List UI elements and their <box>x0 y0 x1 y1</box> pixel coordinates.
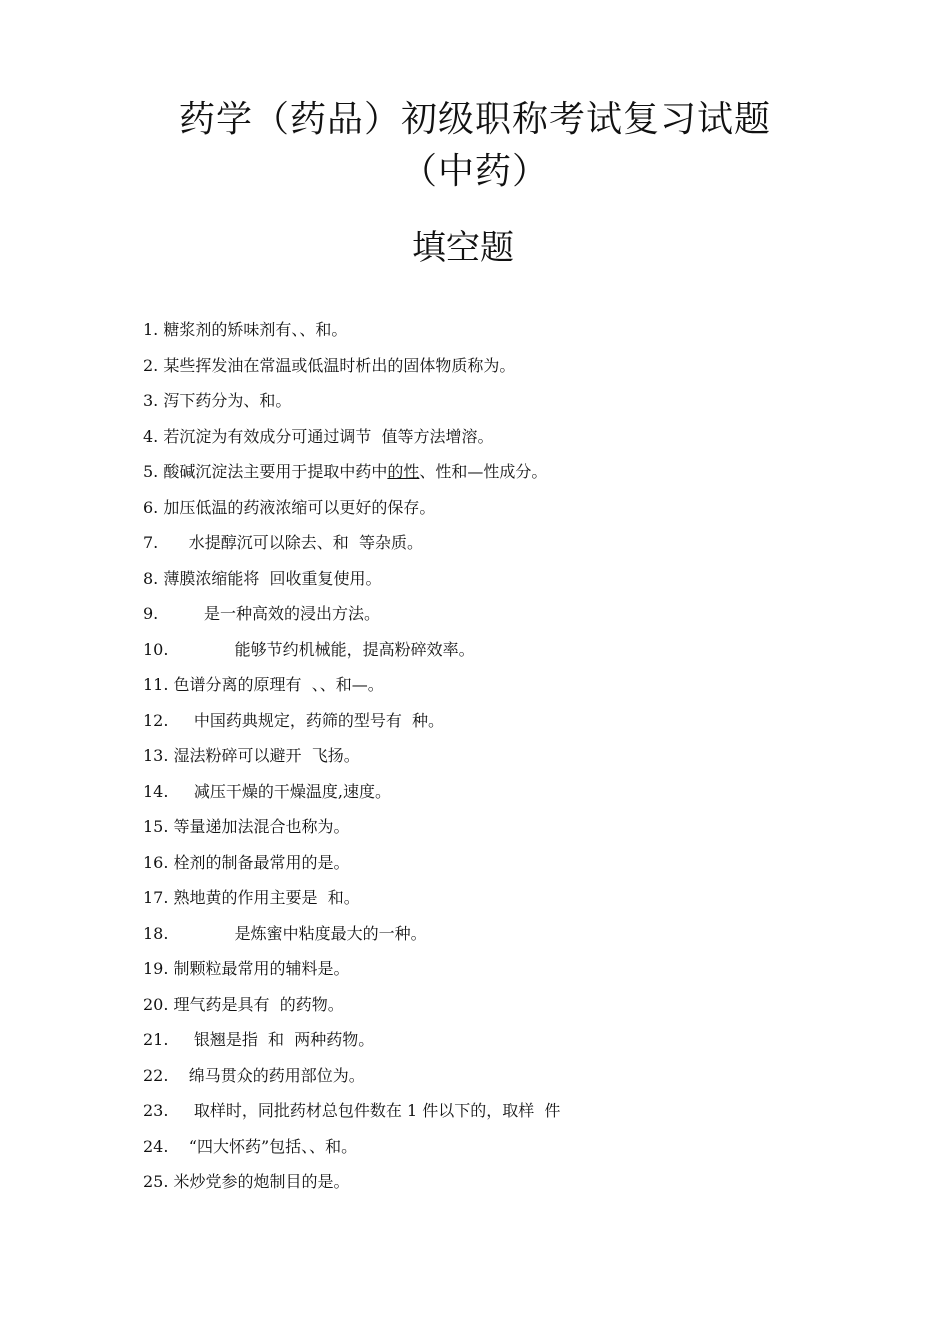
question-number: 14. <box>143 781 179 801</box>
question-text: 能够节约机械能，提高粉碎效率。 <box>178 639 475 659</box>
question-number: 15. <box>143 817 174 836</box>
question-number: 11. <box>143 675 174 694</box>
question-text: 理气药是具有 的药物。 <box>173 994 344 1014</box>
question-number: 20. <box>143 994 174 1014</box>
question-item <box>143 992 843 1028</box>
question-item <box>143 566 843 602</box>
question-list <box>143 317 843 1205</box>
question-text: 取样时，同批药材总包件数在 1 件以下的，取样 件 <box>178 1101 561 1120</box>
question-item <box>143 672 843 708</box>
question-text: 糖浆剂的矫味剂有、、和。 <box>163 320 348 339</box>
question-text: 水提醇沉可以除去、和 等杂质。 <box>173 533 423 552</box>
question-item <box>143 353 843 389</box>
question-number: 9. <box>143 604 174 623</box>
question-number: 10. <box>143 639 179 659</box>
question-number: 23. <box>143 1101 179 1120</box>
question-item <box>143 424 843 460</box>
question-item <box>143 1169 843 1205</box>
question-number: 16. <box>143 852 174 872</box>
question-text: 某些挥发油在常温或低温时析出的固体物质称为。 <box>163 355 516 375</box>
question-item <box>143 459 843 495</box>
question-number: 1. <box>143 320 164 339</box>
question-item <box>143 637 843 673</box>
question-number: 5. <box>143 462 164 481</box>
document-title-line1: 药学（药品）初级职称考试复习试题 <box>178 99 771 140</box>
question-number: 18. <box>143 923 179 943</box>
question-number: 8. <box>143 568 164 588</box>
question-number: 3. <box>143 391 164 410</box>
question-item <box>143 779 843 815</box>
question-text: 薄膜浓缩能将 回收重复使用。 <box>163 568 382 588</box>
question-item <box>143 1098 843 1134</box>
question-text: 减压干燥的干燥温度,速度。 <box>178 781 391 801</box>
question-text: 制颗粒最常用的辅料是。 <box>173 959 350 978</box>
question-item <box>143 1063 843 1099</box>
question-item <box>143 885 843 921</box>
question-item <box>143 850 843 886</box>
question-item <box>143 601 843 637</box>
question-number: 22. <box>143 1065 179 1085</box>
question-text: 栓剂的制备最常用的是。 <box>173 852 350 872</box>
question-text: 米炒党参的炮制目的是。 <box>173 1172 350 1191</box>
question-number: 7. <box>143 533 174 552</box>
question-item <box>143 921 843 957</box>
document-title-line2: （中药） <box>400 151 549 192</box>
question-text: 绵马贯众的药用部位为。 <box>178 1065 365 1085</box>
question-text: 泻下药分为、和。 <box>163 391 292 410</box>
question-number: 21. <box>143 1030 179 1049</box>
question-item <box>143 708 843 744</box>
underlined-text: 的性 <box>387 462 420 481</box>
question-number: 17. <box>143 888 174 907</box>
question-item <box>143 743 843 779</box>
question-text: 等量递加法混合也称为。 <box>173 817 350 836</box>
question-text: 银翘是指 和 两种药物。 <box>178 1030 375 1049</box>
question-text-post: 、性和—性成分。 <box>419 462 548 481</box>
question-number: 19. <box>143 959 174 978</box>
question-text: 色谱分离的原理有 、、和—。 <box>173 675 384 694</box>
question-item <box>143 530 843 566</box>
section-heading: 填空题 <box>412 228 514 268</box>
question-number: 24. <box>143 1136 179 1156</box>
question-text: 湿法粉碎可以避开 飞扬。 <box>173 746 360 765</box>
question-number: 13. <box>143 746 174 765</box>
question-number: 6. <box>143 497 164 517</box>
question-number: 4. <box>143 426 164 446</box>
question-item <box>143 495 843 531</box>
question-text <box>163 459 547 495</box>
question-number: 2. <box>143 355 164 375</box>
question-number: 25. <box>143 1172 174 1191</box>
question-item <box>143 814 843 850</box>
question-text-pre: 酸碱沉淀法主要用于提取中药中 <box>163 462 388 481</box>
question-item <box>143 1134 843 1170</box>
question-item <box>143 317 843 353</box>
question-text: 是一种高效的浸出方法。 <box>173 604 381 623</box>
question-item <box>143 956 843 992</box>
question-text: 熟地黄的作用主要是 和。 <box>173 888 360 907</box>
question-number: 12. <box>143 710 179 730</box>
question-text: 加压低温的药液浓缩可以更好的保存。 <box>163 497 436 517</box>
question-text: 若沉淀为有效成分可通过调节 值等方法增溶。 <box>163 426 494 446</box>
question-item <box>143 1027 843 1063</box>
question-text: 中国药典规定，药筛的型号有 种。 <box>178 710 445 730</box>
question-text: “四大怀药”包括、、和。 <box>178 1136 358 1156</box>
question-item <box>143 388 843 424</box>
question-text: 是炼蜜中粘度最大的一种。 <box>178 923 427 943</box>
